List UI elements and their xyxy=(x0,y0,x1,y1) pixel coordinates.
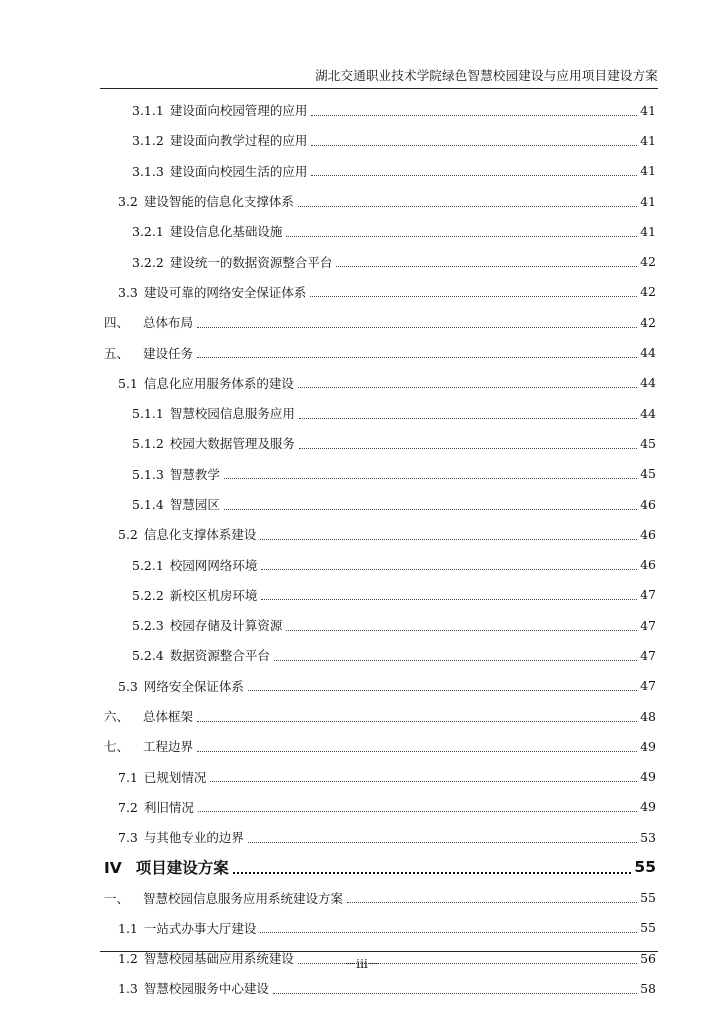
toc-entry-title: 利旧情况 xyxy=(143,799,194,815)
toc-entry[interactable] xyxy=(104,337,656,367)
toc-entry-title: 一站式办事大厅建设 xyxy=(143,920,257,936)
toc-leader-dots xyxy=(311,145,637,146)
toc-entry[interactable] xyxy=(104,459,656,489)
toc-entry-number: 7.3 xyxy=(118,830,138,846)
toc-leader-dots xyxy=(274,660,637,661)
toc-entry[interactable] xyxy=(104,489,656,519)
toc-entry-label xyxy=(118,828,246,846)
toc-leader-dots xyxy=(248,842,637,843)
header-title: 湖北交通职业技术学院绿色智慧校园建设与应用项目建设方案 xyxy=(315,68,658,83)
toc-entry[interactable] xyxy=(104,792,656,822)
toc-entry-number: 5.2.2 xyxy=(132,587,164,603)
toc-entry-title: 项目建设方案 xyxy=(135,859,229,878)
toc-entry[interactable] xyxy=(104,973,656,1003)
toc-page-number: 46 xyxy=(640,496,656,512)
toc-entry-title: 与其他专业的边界 xyxy=(143,830,244,846)
toc-entry-title: 信息化支撑体系建设 xyxy=(143,527,257,543)
toc-entry-label xyxy=(132,404,297,422)
toc-leader-dots xyxy=(260,539,637,540)
toc-entry-label xyxy=(118,283,308,301)
toc-page-number: 48 xyxy=(640,708,656,724)
toc-entry-label xyxy=(118,525,258,543)
toc-entry-number: 六、 xyxy=(104,709,130,725)
toc-entry-label xyxy=(132,434,297,452)
toc-entry[interactable] xyxy=(104,156,656,186)
toc-entry-title: 校园大数据管理及服务 xyxy=(169,436,295,452)
toc-entry-number: 一、 xyxy=(104,890,130,906)
toc-entry-title: 建设统一的数据资源整合平台 xyxy=(169,254,333,270)
toc-entry-title: 校园网网络环境 xyxy=(169,557,258,573)
footer-divider xyxy=(100,951,658,952)
toc-entry[interactable] xyxy=(104,95,656,125)
toc-page-number: 58 xyxy=(640,980,656,996)
toc-leader-dots xyxy=(260,932,637,933)
toc-leader-dots xyxy=(286,236,637,237)
toc-leader-dots xyxy=(224,478,637,479)
toc-entry-title: 建设信息化基础设施 xyxy=(169,224,283,240)
toc-page-number: 41 xyxy=(640,102,656,118)
toc-entry[interactable] xyxy=(104,882,656,912)
toc-entry-label xyxy=(132,495,222,513)
toc-leader-dots xyxy=(248,690,637,691)
toc-entry-label xyxy=(132,465,222,483)
toc-entry-label xyxy=(132,101,309,119)
toc-entry-label xyxy=(104,344,195,362)
toc-entry-number: 5.2.4 xyxy=(132,648,164,664)
toc-page-number: 55 xyxy=(640,890,656,906)
toc-leader-dots xyxy=(347,902,637,903)
toc-entry-number: 5.1.2 xyxy=(132,436,164,452)
toc-entry-number: 3.1.3 xyxy=(132,163,164,179)
toc-entry-title: 建设面向校园管理的应用 xyxy=(169,103,308,119)
toc-entry-title: 建设智能的信息化支撑体系 xyxy=(143,194,294,210)
toc-entry-number: 3.3 xyxy=(118,284,138,300)
toc-entry[interactable] xyxy=(104,762,656,792)
toc-leader-dots xyxy=(210,781,637,782)
toc-page-number: 55 xyxy=(640,920,656,936)
toc-entry-number: 7.2 xyxy=(118,799,138,815)
toc-entry-number: 5.1.1 xyxy=(132,406,164,422)
toc-entry-title: 智慧教学 xyxy=(169,466,220,482)
toc-leader-dots xyxy=(197,721,637,722)
toc-page-number: 49 xyxy=(640,738,656,754)
toc-leader-dots xyxy=(298,206,637,207)
toc-entry-label xyxy=(132,131,309,149)
toc-entry-label xyxy=(118,192,296,210)
toc-entry-label xyxy=(118,374,296,392)
toc-entry-title: 智慧校园基础应用系统建设 xyxy=(143,951,294,967)
toc-page-number: 45 xyxy=(640,466,656,482)
toc-entry-label xyxy=(104,889,345,907)
toc-entry-title: 总体布局 xyxy=(143,315,194,331)
toc-leader-dots xyxy=(197,751,637,752)
toc-entry-title: 校园存储及计算资源 xyxy=(169,618,283,634)
toc-leader-dots xyxy=(261,569,637,570)
toc-page-number: 42 xyxy=(640,254,656,270)
toc-leader-dots xyxy=(261,599,637,600)
toc-page-number: 47 xyxy=(640,678,656,694)
toc-entry-title: 数据资源整合平台 xyxy=(169,648,270,664)
toc-page-number: 41 xyxy=(640,163,656,179)
page-header xyxy=(100,66,658,89)
toc-entry-label xyxy=(132,253,334,271)
toc-entry[interactable] xyxy=(104,610,656,640)
toc-entry-label xyxy=(132,222,284,240)
page-number: －iii－ xyxy=(344,957,380,971)
toc-entry-title: 智慧校园信息服务应用系统建设方案 xyxy=(143,890,344,906)
toc-leader-dots xyxy=(299,448,637,449)
toc-entry[interactable] xyxy=(104,216,656,246)
toc-entry[interactable] xyxy=(104,519,656,549)
toc-entry[interactable] xyxy=(104,671,656,701)
toc-entry-title: 建设任务 xyxy=(143,345,194,361)
toc-entry[interactable] xyxy=(104,731,656,761)
toc-entry-label xyxy=(118,677,246,695)
toc-page-number: 44 xyxy=(640,405,656,421)
toc-entry-title: 工程边界 xyxy=(143,739,194,755)
toc-entry[interactable] xyxy=(104,701,656,731)
toc-page-number: 41 xyxy=(640,193,656,209)
toc-entry-title: 新校区机房环境 xyxy=(169,587,258,603)
toc-entry-number: 五、 xyxy=(104,345,130,361)
toc-page-number: 47 xyxy=(640,617,656,633)
toc-leader-dots xyxy=(273,993,637,994)
toc-leader-dots xyxy=(336,266,637,267)
toc-entry[interactable] xyxy=(104,246,656,276)
toc-entry[interactable] xyxy=(104,640,656,670)
toc-page-number: 44 xyxy=(640,375,656,391)
toc-page-number: 41 xyxy=(640,223,656,239)
toc-entry-label xyxy=(118,919,258,937)
toc-leader-dots xyxy=(299,418,637,419)
toc-entry-number: 5.1.4 xyxy=(132,497,164,512)
toc-entry-title: 网络安全保证体系 xyxy=(143,678,244,694)
toc-entry[interactable] xyxy=(104,913,656,943)
toc-entry[interactable] xyxy=(104,307,656,337)
toc-entry-number: 3.1.1 xyxy=(132,103,164,119)
toc-entry[interactable] xyxy=(104,186,656,216)
toc-entry-number: 5.2.1 xyxy=(132,557,164,573)
toc-entry-label xyxy=(132,616,284,634)
toc-entry-title: 信息化应用服务体系的建设 xyxy=(143,375,294,391)
toc-entry[interactable] xyxy=(104,125,656,155)
toc-entry-number: 3.2 xyxy=(118,194,138,210)
toc-entry-title: 建设可靠的网络安全保证体系 xyxy=(143,284,307,300)
toc-page-number: 46 xyxy=(640,557,656,573)
toc-entry-title: 建设面向校园生活的应用 xyxy=(169,163,308,179)
toc-leader-dots xyxy=(311,175,637,176)
toc-page-number: 56 xyxy=(640,950,656,966)
toc-page-number: 44 xyxy=(640,345,656,361)
toc-leader-dots xyxy=(311,115,637,116)
toc-leader-dots xyxy=(197,357,637,358)
toc-page-number: 42 xyxy=(640,314,656,330)
toc-entry-label xyxy=(118,798,196,816)
toc-entry[interactable] xyxy=(104,277,656,307)
toc-entry-label xyxy=(104,737,195,755)
toc-leader-dots xyxy=(197,327,637,328)
toc-leader-dots xyxy=(233,872,632,874)
toc-leader-dots xyxy=(224,509,637,510)
toc-entry-label xyxy=(118,768,208,786)
toc-entry-label xyxy=(104,856,231,878)
toc-entry-number: 3.2.1 xyxy=(132,224,164,240)
toc-entry-title: 建设面向教学过程的应用 xyxy=(169,133,308,149)
toc-entry-title: 已规划情况 xyxy=(143,769,207,785)
toc-entry[interactable] xyxy=(104,549,656,579)
toc-page-number: 49 xyxy=(640,769,656,785)
toc-leader-dots xyxy=(298,387,637,388)
toc-entry-number: 1.3 xyxy=(118,981,138,997)
toc-entry-title: 智慧校园信息服务应用 xyxy=(169,406,295,422)
toc-page-number: 53 xyxy=(640,829,656,845)
toc-entry-number: 七、 xyxy=(104,739,130,755)
toc-page-number: 47 xyxy=(640,587,656,603)
toc-entry-label xyxy=(118,979,271,997)
toc-entry-number: 1.1 xyxy=(118,920,138,936)
toc-entry-label xyxy=(132,646,272,664)
toc-entry[interactable] xyxy=(104,368,656,398)
toc-entry-label xyxy=(132,586,259,604)
toc-entry-number: 四、 xyxy=(104,315,130,331)
toc-entry-number: 5.2.3 xyxy=(132,618,164,634)
toc-page-number: 45 xyxy=(640,435,656,451)
table-of-contents xyxy=(104,95,656,1004)
toc-page-number: 49 xyxy=(640,799,656,815)
toc-leader-dots xyxy=(286,630,637,631)
toc-entry[interactable] xyxy=(104,580,656,610)
toc-entry-title: 智慧园区 xyxy=(169,497,220,512)
toc-entry[interactable] xyxy=(104,822,656,852)
toc-page-number: 42 xyxy=(640,284,656,300)
toc-entry-title: 智慧校园服务中心建设 xyxy=(143,981,269,997)
toc-entry-title: 总体框架 xyxy=(143,709,194,725)
toc-page-number: 46 xyxy=(640,526,656,542)
toc-entry-number: 5.1 xyxy=(118,375,138,391)
toc-leader-dots xyxy=(198,811,637,812)
toc-entry-label xyxy=(132,556,259,574)
toc-page-number: 47 xyxy=(640,647,656,663)
toc-entry-number: 3.2.2 xyxy=(132,254,164,270)
toc-entry-number: 7.1 xyxy=(118,769,138,785)
toc-entry-label xyxy=(104,707,195,725)
toc-entry-number: 5.2 xyxy=(118,527,138,543)
toc-entry[interactable] xyxy=(104,428,656,458)
toc-entry-label xyxy=(132,162,309,180)
toc-entry-number: IV xyxy=(104,859,122,878)
toc-page-number: 55 xyxy=(634,858,656,877)
toc-entry[interactable] xyxy=(104,852,656,882)
toc-entry-number: 5.3 xyxy=(118,678,138,694)
toc-entry-label xyxy=(104,313,195,331)
toc-entry-number: 5.1.3 xyxy=(132,466,164,482)
toc-entry[interactable] xyxy=(104,398,656,428)
toc-entry-number: 3.1.2 xyxy=(132,133,164,149)
toc-page-number: 41 xyxy=(640,132,656,148)
toc-leader-dots xyxy=(310,296,637,297)
toc-entry-number: 1.2 xyxy=(118,951,138,967)
